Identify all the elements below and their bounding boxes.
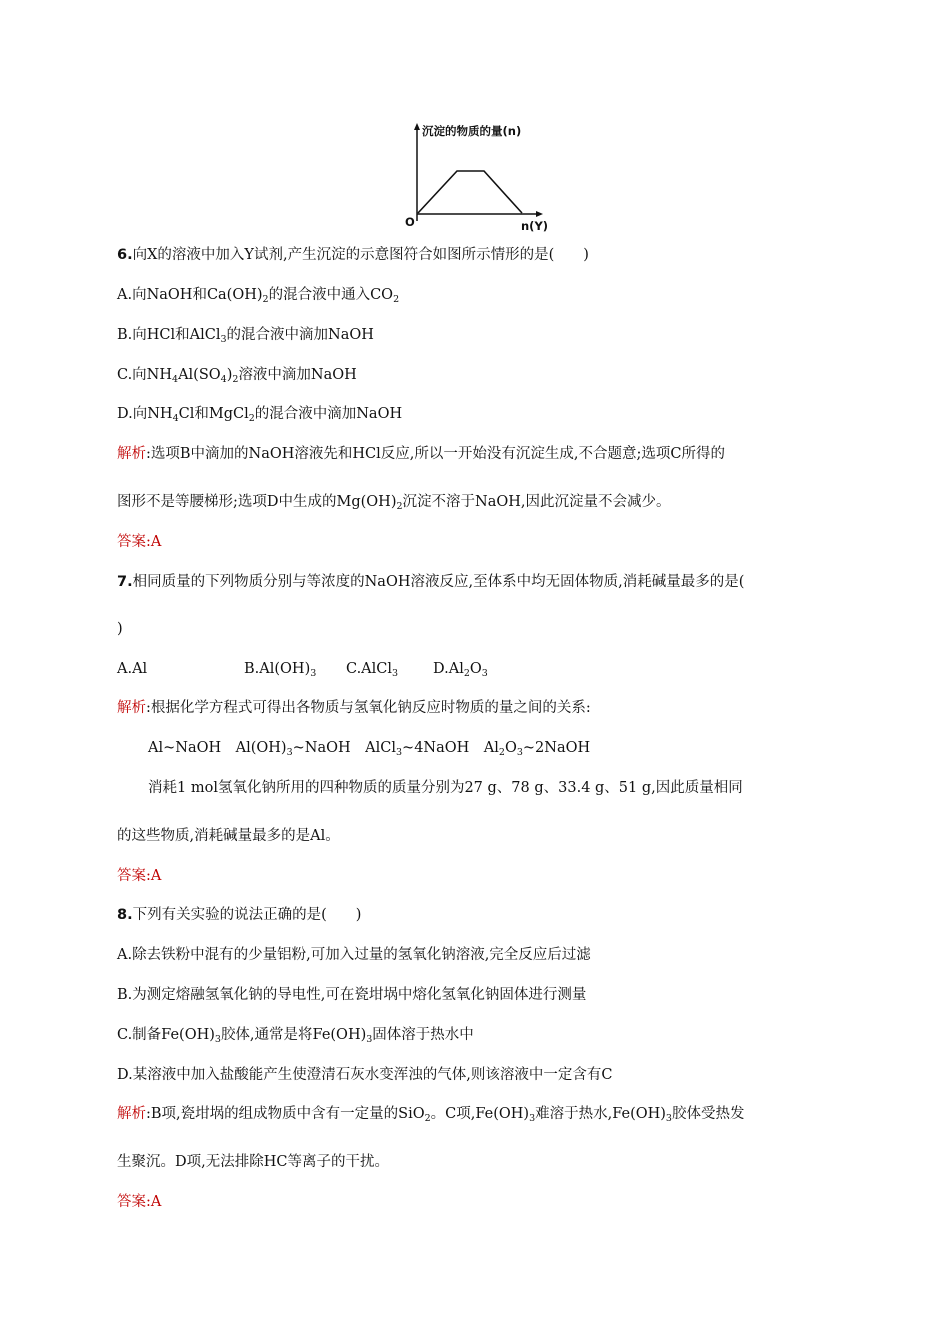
trapezoid-curve xyxy=(418,171,522,213)
q6-number: 6. xyxy=(117,247,133,263)
y-axis-arrow xyxy=(414,123,420,130)
q6-option-b: B.向HCl和AlCl$_3$的混合液中滴加NaOH xyxy=(117,327,374,345)
q6-stem-text: 向X的溶液中加入Y试剂,产生沉淀的示意图符合如图所示情形的是( ) xyxy=(132,247,589,263)
q7-option-d: $D.Al_2O_3$ xyxy=(433,661,488,679)
q8-stem: 8.下列有关实验的说法正确的是( ) xyxy=(117,907,362,923)
q7-option-c: C.AlCl$_3$ xyxy=(346,661,399,679)
q7-number: 7. xyxy=(117,574,133,590)
y-axis-label: 沉淀的物质的量(n) xyxy=(422,124,522,138)
q8-option-b: B.为测定熔融氢氧化钠的导电性,可在瓷坩埚中熔化氢氧化钠固体进行测量 xyxy=(117,987,587,1003)
q6-analysis-cont: 图形不是等腰梯形;选项D中生成的$Mg(OH)_2$沉淀不溶于NaOH,因此沉淀量不会减少。 xyxy=(117,494,671,512)
analysis-label: 解析 xyxy=(117,700,146,716)
q7-analysis-3: 的这些物质,消耗碱量最多的是Al。 xyxy=(117,828,340,844)
q7-option-a: A.Al xyxy=(117,661,148,677)
q8-answer: 答案:A xyxy=(117,1194,162,1210)
q7-answer: 答案:A xyxy=(117,868,162,884)
q8-analysis-cont: 生聚沉。D项,无法排除HC等离子的干扰。 xyxy=(117,1154,389,1170)
q8-option-c: C.制备$Fe(OH)_3$胶体,通常是将$Fe(OH)_3$固体溶于热水中 xyxy=(117,1027,474,1045)
q6-stem xyxy=(117,245,840,265)
q7-analysis-2: 消耗1 mol氢氧化钠所用的四种物质的质量分别为27 g、78 g、33.4 g、51 g,因此质量相同 xyxy=(148,780,743,796)
q7-options xyxy=(117,659,840,684)
q7-option-b: $B.Al(OH)_3$ xyxy=(244,661,317,679)
q6-answer: 答案:A xyxy=(117,534,162,550)
origin-label: O xyxy=(405,215,415,229)
q7-analysis: 解析:根据化学方程式可得出各物质与氢氧化钠反应时物质的量之间的关系: xyxy=(117,700,591,716)
q6-option-c: C.向$NH_4Al(SO_4)_2$溶液中滴加NaOH xyxy=(117,367,357,385)
q7-stem: 7.相同质量的下列物质分别与等浓度的NaOH溶液反应,至体系中均无固体物质,消耗碱量最多的是( xyxy=(117,574,745,590)
q6-option-d: D.向$NH_4Cl$和MgCl$_2$的混合液中滴加NaOH xyxy=(117,406,403,424)
q8-option-d: D.某溶液中加入盐酸能产生使澄清石灰水变浑浊的气体,则该溶液中一定含有C xyxy=(117,1067,613,1083)
analysis-label: 解析 xyxy=(117,446,146,462)
x-axis-arrow xyxy=(536,211,543,217)
precipitate-graph xyxy=(395,118,565,236)
q8-analysis: 解析:B项,瓷坩埚的组成物质中含有一定量的SiO$_2$。C项$,Fe(OH)_3$难溶于热水$,Fe(OH)_3$胶体受热发 xyxy=(117,1106,745,1124)
q6-analysis: 解析:选项B中滴加的NaOH溶液先和HCl反应,所以一开始没有沉淀生成,不合题意;选项C所得的 xyxy=(117,446,725,462)
x-axis-label: n(Y) xyxy=(521,219,549,233)
q8-number: 8. xyxy=(117,907,133,923)
q7-relation: Al~NaOH $Al(OH)_3\sim NaOH$ AlCl$_3$~4NaOH $Al_2O_3\sim 2NaOH$ xyxy=(148,740,591,758)
q7-stem-cont: ) xyxy=(117,621,123,637)
analysis-label: 解析 xyxy=(117,1106,146,1122)
q6-option-a: A.向NaOH和$Ca(OH)_2$的混合液中通入$CO_2$ xyxy=(117,287,400,305)
q8-option-a: A.除去铁粉中混有的少量铝粉,可加入过量的氢氧化钠溶液,完全反应后过滤 xyxy=(117,947,591,963)
